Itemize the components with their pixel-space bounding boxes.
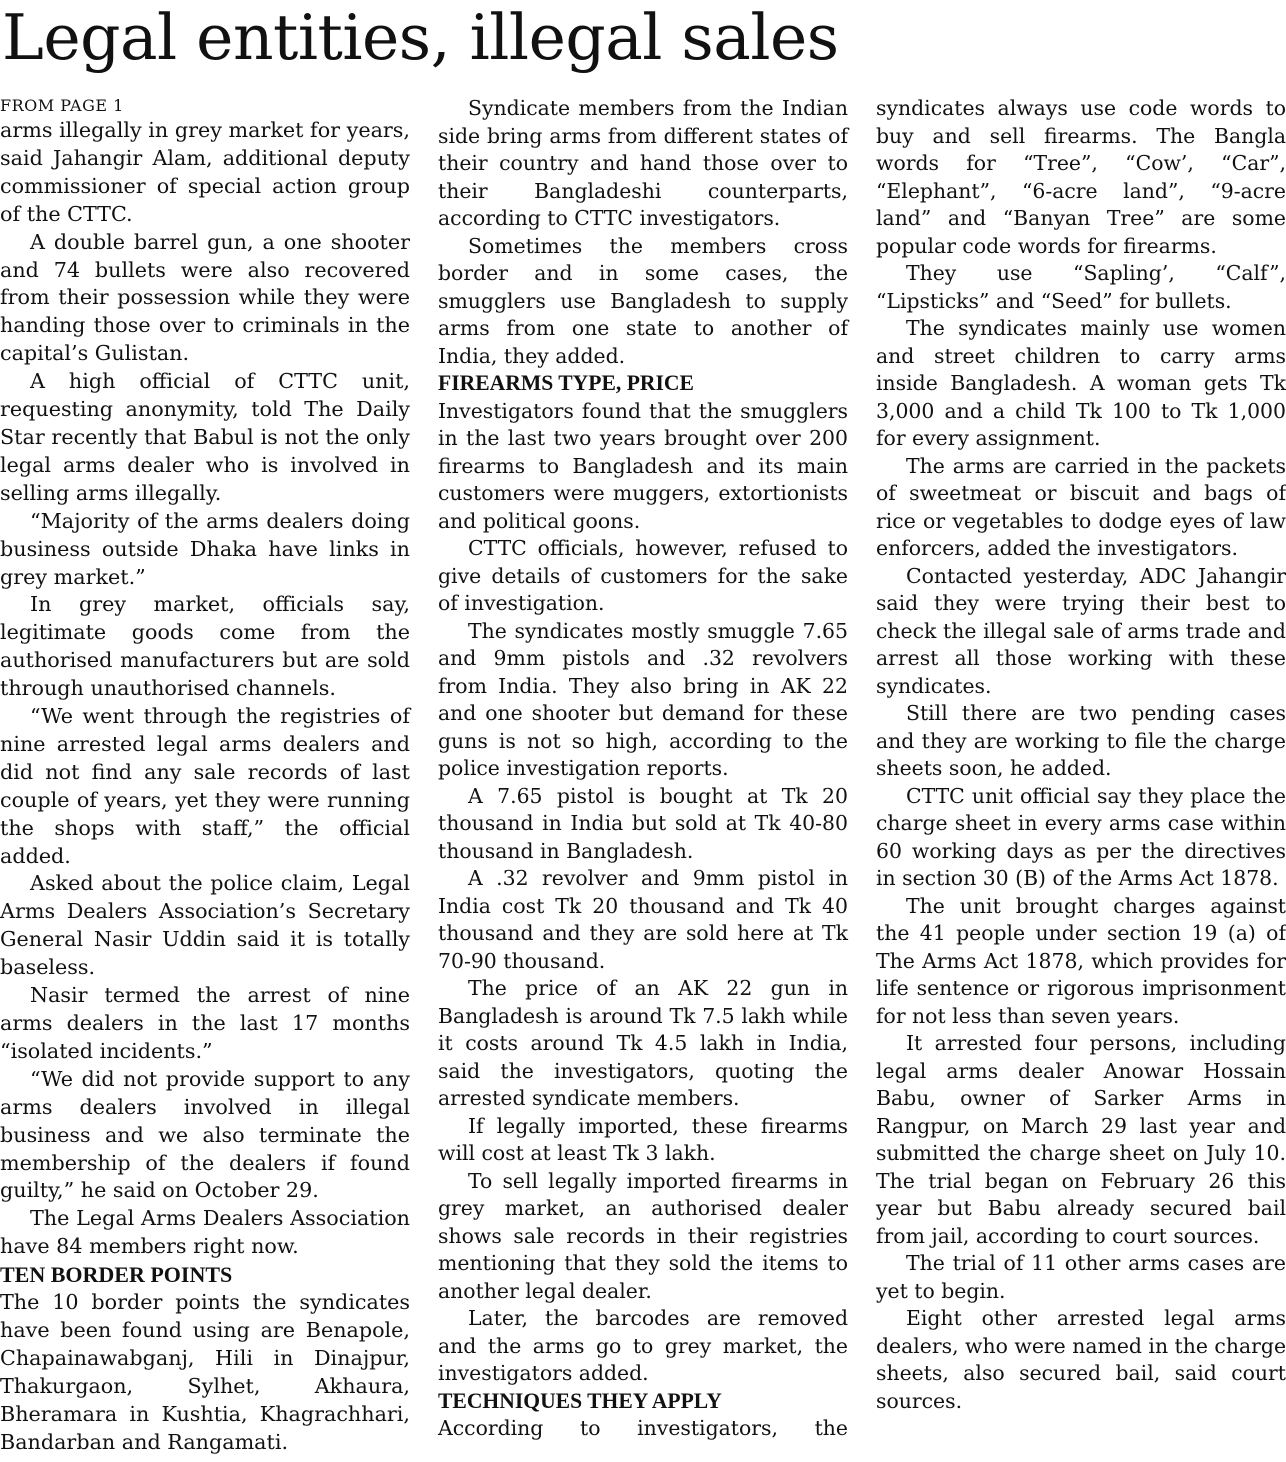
paragraph: “We went through the registries of nine arrested legal arms dealers and did not find any sale records of last couple of years, yet they were running the shops with staff,” the official added. [0,704,410,868]
paragraph: syndicates always use code words to buy and sell firearms. The Bangla words for “Tree”, “Cow’, “Car”, “Elephant”, “6-acre land”, “9-acre land” and “Banyan Tree” are some popular code words for firearms. [876,96,1286,258]
paragraph: CTTC officials, however, refused to give details of customers for the sake of investigation. [438,536,848,615]
paragraph: The unit brought charges against the 41 people under section 19 (a) of The Arms Act 1878, which provides for life sentence or rigorous imprisonment for not less than seven years. [876,893,1286,1028]
paragraph: The price of an AK 22 gun in Bangladesh is around Tk 7.5 lakh while it costs around Tk 4.5 lakh in India, said the investigators, quoting the arrested syndicate members. [438,976,848,1110]
paragraph: A high official of CTTC unit, requesting anonymity, told The Daily Star recently that Babul is not the only legal arms dealer who is involved in selling arms illegally. [0,369,410,505]
paragraph: To sell legally imported firearms in grey market, an authorised dealer shows sale records in their registries mentioning that they sold the items to another legal dealer. [438,1168,848,1303]
paragraph: Still there are two pending cases and they are working to file the charge sheets soon, he added. [876,701,1286,780]
paragraph: If legally imported, these firearms will cost at least Tk 3 lakh. [438,1113,848,1165]
paragraph: Eight other arrested legal arms dealers, who were named in the charge sheets, also secured bail, said court sources. [876,1306,1286,1413]
paragraph: The trial of 11 other arms cases are yet to begin. [876,1251,1286,1303]
paragraph: A double barrel gun, a one shooter and 74 bullets were also recovered from their possession while they were handing those over to criminals in the capital’s Gulistan. [0,229,410,366]
article-column-3 [876,95,1286,1415]
paragraph: It arrested four persons, including legal arms dealer Anowar Hossain Babu, owner of Sarker Arms in Rangpur, on March 29 last year and submitted the charge sheet on July 10. The trial began on February 26 this year but Babu already secured bail from jail, according to court sources. [876,1031,1286,1248]
paragraph: Syndicate members from the Indian side bring arms from different states of their country and hand those over to their Bangladeshi counterparts, according to CTTC investigators. [438,96,848,230]
paragraph: Nasir termed the arrest of nine arms dealers in the last 17 months “isolated incidents.” [0,983,410,1063]
paragraph: CTTC unit official say they place the charge sheet in every arms case within 60 working days as per the directives in section 30 (B) of the Arms Act 1878. [876,783,1286,890]
paragraph: Investigators found that the smugglers in the last two years brought over 200 firearms to Bangladesh and its main customers were muggers, extortionists and political goons. [438,398,848,533]
paragraph: The 10 border points the syndicates have been found using are Benapole, Chapainawabganj, Hili in Dinajpur, Thakurgaon, Sylhet, Akhaura, Bheramara in Kushtia, Khagrachhari, Bandarban and Rangamati. [0,1290,410,1454]
article-column-2 [438,95,848,1443]
paragraph: The syndicates mainly use women and street children to carry arms inside Bangladesh. A woman gets Tk 3,000 and a child Tk 100 to Tk 1,000 for every assignment. [876,316,1286,450]
paragraph: The arms are carried in the packets of sweetmeat or biscuit and bags of rice or vegetables to dodge eyes of law enforcers, added the investigators. [876,453,1286,560]
paragraph: The Legal Arms Dealers Association have 84 members right now. [0,1206,410,1259]
headline: Legal entities, illegal sales [2,1,839,74]
article-column-1 [0,95,410,1457]
paragraph: They use “Sapling’, “Calf”, “Lipsticks” and “Seed” for bullets. [876,261,1286,313]
paragraph: The syndicates mostly smuggle 7.65 and 9mm pistols and .32 revolvers from India. They also bring in AK 22 and one shooter but demand for these guns is not so high, according to the police investigation reports. [438,618,848,780]
paragraph: Later, the barcodes are removed and the arms go to grey market, the investigators added. [438,1306,848,1385]
continuation-kicker: FROM PAGE 1 [0,96,124,115]
paragraph: According to investigators, the [438,1416,848,1440]
subheading-ten-border-points: TEN BORDER POINTS [0,1262,233,1288]
paragraph: A .32 revolver and 9mm pistol in India cost Tk 20 thousand and Tk 40 thousand and they are sold here at Tk 70-90 thousand. [438,866,848,973]
paragraph: Contacted yesterday, ADC Jahangir said they were trying their best to check the illegal sale of arms trade and arrest all those working with these syndicates. [876,563,1286,698]
paragraph: “Majority of the arms dealers doing business outside Dhaka have links in grey market.” [0,508,410,589]
paragraph: A 7.65 pistol is bought at Tk 20 thousand in India but sold at Tk 40-80 thousand in Bangladesh. [438,783,848,863]
paragraph: In grey market, officials say, legitimate goods come from the authorised manufacturers but are sold through unauthorised channels. [0,592,410,701]
paragraph: arms illegally in grey market for years, said Jahangir Alam, additional deputy commissioner of special action group of the CTTC. [0,118,410,226]
paragraph: Sometimes the members cross border and in some cases, the smugglers use Bangladesh to supply arms from one state to another of India, they added. [438,233,848,368]
paragraph: “We did not provide support to any arms dealers involved in illegal business and we also terminate the membership of the dealers if found guilty,” he said on October 29. [0,1066,410,1203]
subheading-techniques-they-apply: TECHNIQUES THEY APPLY [438,1388,722,1413]
subheading-firearms-type-price: FIREARMS TYPE, PRICE [438,371,694,395]
paragraph: Asked about the police claim, Legal Arms Dealers Association’s Secretary General Nasir Uddin said it is totally baseless. [0,871,410,980]
